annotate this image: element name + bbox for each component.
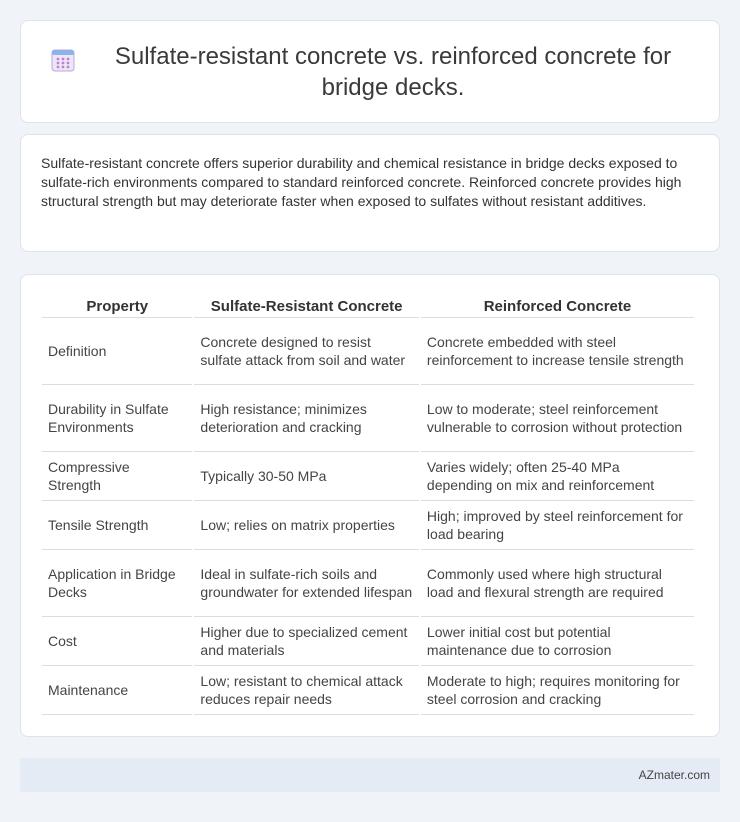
sulfate-resistant-cell: Concrete designed to resist sulfate attack from soil and water — [194, 318, 419, 385]
table-row — [42, 318, 694, 385]
property-cell: Maintenance — [42, 666, 192, 715]
footer-brand: AZmater.com — [638, 768, 710, 782]
property-cell: Durability in Sulfate Environments — [42, 385, 192, 452]
table-row — [42, 385, 694, 452]
reinforced-cell: Low to moderate; steel reinforcement vulnerable to corrosion without protection — [421, 385, 694, 452]
property-cell: Application in Bridge Decks — [42, 550, 192, 617]
reinforced-cell: High; improved by steel reinforcement for load bearing — [421, 501, 694, 550]
column-header-property: Property — [42, 296, 192, 318]
table-row — [42, 501, 694, 550]
summary-card — [20, 134, 720, 252]
title-card — [20, 20, 720, 123]
property-cell: Compressive Strength — [42, 452, 192, 501]
sulfate-resistant-cell: Higher due to specialized cement and materials — [194, 617, 419, 666]
table-row — [42, 617, 694, 666]
page-title: Sulfate-resistant concrete vs. reinforced concrete for bridge decks. — [114, 42, 672, 101]
sulfate-resistant-cell: Ideal in sulfate-rich soils and groundwater for extended lifespan — [194, 550, 419, 617]
reinforced-cell: Commonly used where high structural load and flexural strength are required — [421, 550, 694, 617]
reinforced-cell: Moderate to high; requires monitoring for steel corrosion and cracking — [421, 666, 694, 715]
footer-bar — [20, 758, 720, 792]
table-row — [42, 666, 694, 715]
column-header-sulfate-resistant: Sulfate-Resistant Concrete — [194, 296, 419, 318]
title-wrap — [50, 41, 690, 103]
table-row — [42, 550, 694, 617]
property-cell: Definition — [42, 318, 192, 385]
reinforced-cell: Concrete embedded with steel reinforcement to increase tensile strength — [421, 318, 694, 385]
sulfate-resistant-cell: Low; resistant to chemical attack reduces repair needs — [194, 666, 419, 715]
sulfate-resistant-cell: Low; relies on matrix properties — [194, 501, 419, 550]
reinforced-cell: Varies widely; often 25-40 MPa depending on mix and reinforcement — [421, 452, 694, 501]
property-cell: Cost — [42, 617, 192, 666]
table-header-row — [42, 296, 694, 318]
calendar-grid-icon — [50, 47, 76, 73]
comparison-table — [40, 296, 696, 715]
sulfate-resistant-cell: Typically 30-50 MPa — [194, 452, 419, 501]
table-row — [42, 452, 694, 501]
comparison-table-card — [20, 274, 720, 737]
column-header-reinforced: Reinforced Concrete — [421, 296, 694, 318]
summary-text: Sulfate-resistant concrete offers superior durability and chemical resistance in bridge decks exposed to sulfate-rich environments compared to standard reinforced concrete. Reinforced concrete provides high structural strength but may deteriorate faster when exposed to sulfates without resistant additives. — [41, 155, 682, 210]
sulfate-resistant-cell: High resistance; minimizes deterioration and cracking — [194, 385, 419, 452]
property-cell: Tensile Strength — [42, 501, 192, 550]
reinforced-cell: Lower initial cost but potential maintenance due to corrosion — [421, 617, 694, 666]
